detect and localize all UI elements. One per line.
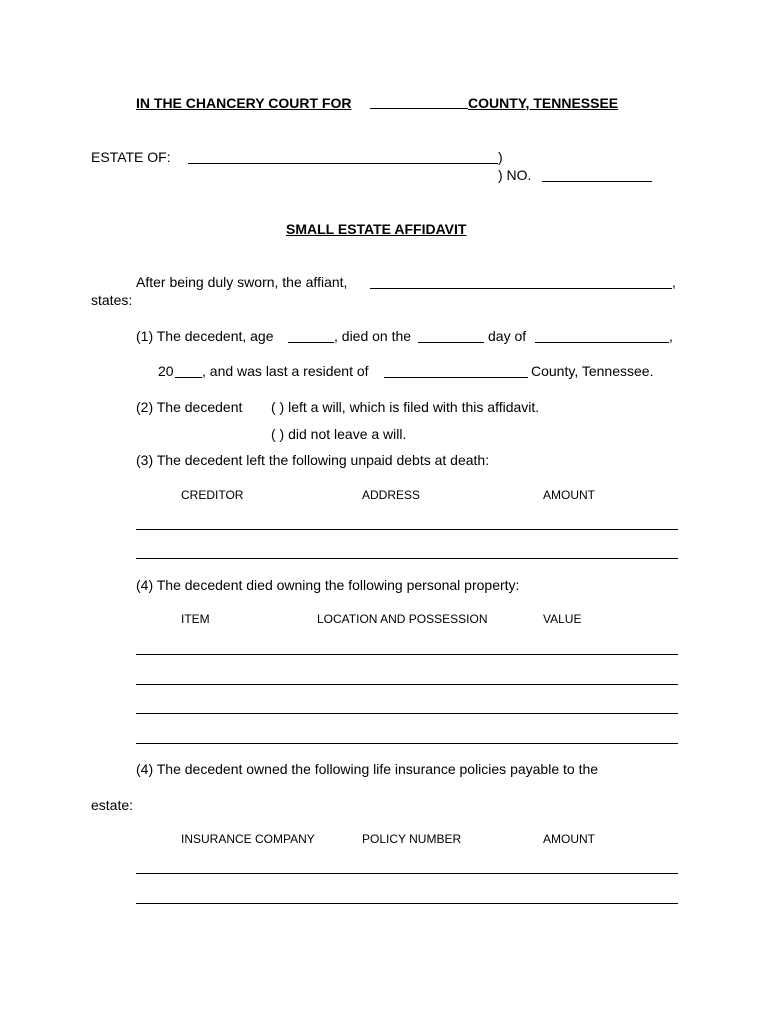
item1-died-label: , died on the (334, 328, 412, 344)
affiant-intro-text: After being duly sworn, the affiant, (136, 274, 348, 290)
item1-age-label: (1) The decedent, age (136, 328, 274, 344)
estate-of-label: ESTATE OF: (91, 149, 171, 165)
creditor-column-header: CREDITOR (181, 488, 244, 502)
county-blank[interactable] (370, 108, 468, 109)
will-filed-option[interactable]: ( ) left a will, which is filed with this affidavit. (271, 399, 540, 415)
caption-paren: ) (498, 149, 503, 165)
location-column-header: LOCATION AND POSSESSION (317, 612, 488, 626)
item2-label: (2) The decedent (136, 399, 243, 415)
estate-cont-text: estate: (91, 797, 134, 813)
property-entry-line[interactable] (136, 713, 678, 714)
debt-entry-line[interactable] (136, 558, 678, 559)
property-entry-line[interactable] (136, 654, 678, 655)
insurance-company-column-header: INSURANCE COMPANY (181, 832, 315, 846)
age-field[interactable] (288, 342, 334, 343)
death-day-field[interactable] (418, 342, 484, 343)
affiant-name-field[interactable] (370, 288, 672, 289)
court-heading: IN THE CHANCERY COURT FOR (136, 95, 352, 111)
resident-county-field[interactable] (384, 377, 528, 378)
item1-comma: , (669, 328, 673, 344)
case-number-label: ) NO. (498, 167, 532, 183)
insurance-entry-line[interactable] (136, 903, 678, 904)
debt-amount-column-header: AMOUNT (543, 488, 595, 502)
item1-day-of-label: day of (488, 328, 527, 344)
debt-entry-line[interactable] (136, 529, 678, 530)
insurance-amount-column-header: AMOUNT (543, 832, 595, 846)
case-number-field[interactable] (542, 181, 652, 182)
property-entry-line[interactable] (136, 684, 678, 685)
address-column-header: ADDRESS (362, 488, 421, 502)
policy-number-column-header: POLICY NUMBER (362, 832, 462, 846)
property-entry-line[interactable] (136, 743, 678, 744)
county-state-heading: COUNTY, TENNESSEE (468, 95, 619, 111)
value-column-header: VALUE (543, 612, 582, 626)
death-month-field[interactable] (535, 342, 669, 343)
item3-text: (3) The decedent left the following unpaid debts at death: (136, 452, 490, 468)
insurance-entry-line[interactable] (136, 873, 678, 874)
no-will-option[interactable]: ( ) did not leave a will. (271, 426, 407, 442)
item-column-header: ITEM (181, 612, 210, 626)
county-tennessee-label: County, Tennessee. (531, 363, 654, 379)
item4-text: (4) The decedent died owning the following personal property: (136, 577, 520, 593)
affiant-comma: , (672, 274, 676, 290)
states-text: states: (91, 292, 133, 308)
death-year-field[interactable] (175, 377, 202, 378)
estate-name-field[interactable] (188, 163, 498, 164)
insurance-text: (4) The decedent owned the following life insurance policies payable to the (136, 761, 599, 777)
year-prefix: 20 (158, 363, 174, 379)
resident-label: , and was last a resident of (202, 363, 369, 379)
document-title: SMALL ESTATE AFFIDAVIT (286, 221, 467, 237)
